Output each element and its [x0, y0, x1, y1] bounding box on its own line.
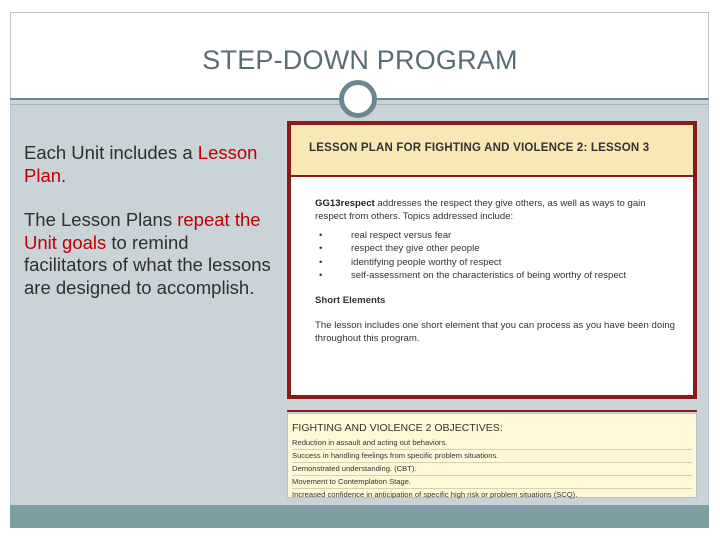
paragraph-2-end: to remind facilitators of what the lessons are designed to accomplish.: [24, 231, 271, 298]
objectives-list: [292, 437, 692, 502]
paragraph-repeat-goals: [24, 209, 274, 299]
list-item: Reduction in assault and acting out behaviors.: [292, 437, 692, 450]
list-item: • self-assessment on the characteristics of being worthy of respect: [319, 269, 627, 281]
list-item: • respect they give other people: [319, 243, 480, 255]
paragraph-1-end: .: [61, 164, 67, 186]
objectives-image: [287, 413, 697, 498]
footer-bar: [10, 505, 709, 528]
lesson-plan-heading: LESSON PLAN FOR FIGHTING AND VIOLENCE 2: LESSON 3: [309, 142, 650, 154]
paragraph-1-text: Each Unit includes a: [24, 142, 193, 163]
bullet-icon: •: [319, 243, 323, 255]
lesson-plan-image: [287, 121, 697, 399]
bullet-icon: •: [319, 230, 323, 241]
bullet-icon: •: [319, 269, 323, 281]
list-item: Demonstrated understanding. (CBT).: [292, 463, 692, 476]
topic-list: [315, 229, 675, 282]
lesson-intro-text: addresses the respect they give others, as well as ways to gain respect from others. Topics addressed include:: [315, 198, 646, 222]
highlight-repeat-goals: repeat the Unit goals: [24, 209, 261, 253]
circle-ornament-icon: [339, 80, 377, 118]
lesson-code: GG13respect: [315, 198, 375, 209]
section-title: Short Elements: [315, 295, 386, 307]
section-text: The lesson includes one short element that you can process as you have been doing throughout this program.: [315, 320, 675, 345]
body-text: [24, 142, 274, 321]
objectives-top-rule: [287, 410, 697, 412]
highlight-lesson-plan: Lesson Plan: [24, 142, 258, 186]
list-item: Success in handling feelings from specific problem situations.: [292, 450, 692, 463]
paragraph-lesson-plan: [24, 142, 274, 187]
bullet-icon: •: [319, 256, 323, 268]
lesson-plan-intro: [315, 197, 675, 223]
list-item: • real respect versus fear: [319, 230, 452, 241]
lesson-plan-body: [315, 197, 675, 345]
list-item: Increased confidence in anticipation of specific high risk or problem situations (SCQ).: [292, 489, 692, 502]
lesson-plan-header: [291, 125, 693, 177]
objectives-title: FIGHTING AND VIOLENCE 2 OBJECTIVES:: [292, 422, 503, 434]
paragraph-2-start: The Lesson Plans: [24, 209, 178, 230]
slide-title: STEP-DOWN PROGRAM: [202, 45, 518, 75]
list-item: Movement to Contemplation Stage.: [292, 476, 692, 489]
list-item: • identifying people worthy of respect: [319, 256, 502, 268]
